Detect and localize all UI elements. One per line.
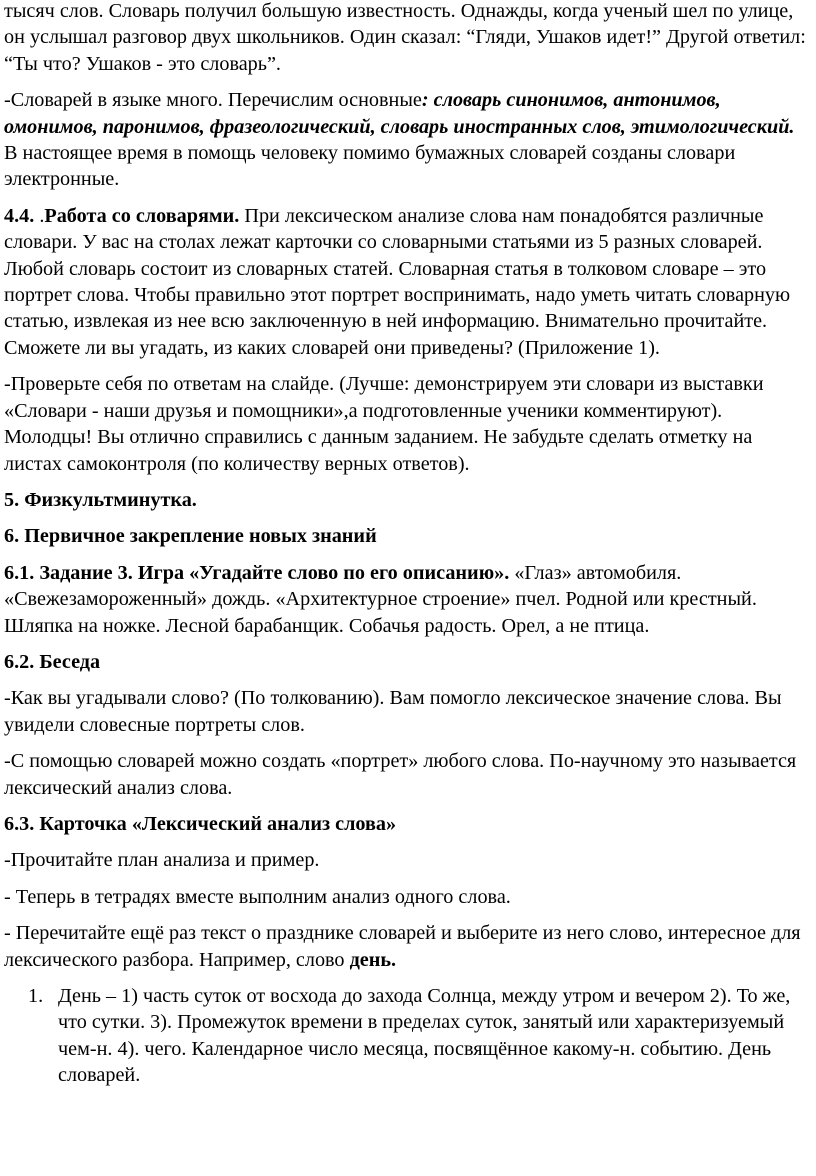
- section-6-1-text: «Глаз» автомобиля. «Свежезамороженный» дождь. «Архитектурное строение» пчел. Родной или крестный. Шляпка на ножке. Лесной барабанщик. Собачья радость. Орел, а не птица.: [4, 561, 757, 637]
- choose-word-text: - Перечитайте ещё раз текст о празднике словарей и выберите из него слово, интересное для лексического разбора. Например, слово: [4, 922, 801, 971]
- paragraph-word-portrait: -С помощью словарей можно создать «портрет» любого слова. По-научному это называется лексический анализ слова.: [4, 750, 797, 799]
- paragraph-choose-word: [4, 920, 810, 973]
- dictionary-types-colon: :: [421, 89, 434, 112]
- numbered-list: [4, 983, 810, 1089]
- paragraph-ushakov-story: тысяч слов. Словарь получил большую известность. Однажды, когда ученый шел по улице, он услышал разговор двух школьников. Один сказал: “Гляди, Ушаков идет!” Другой ответил: “Ты что? Ушаков - это словарь”.: [4, 0, 806, 75]
- paragraph-self-check: -Проверьте себя по ответам на слайде. (Лучше: демонстрируем эти словари из выставки «Словари - наши друзья и помощники»,а подготовленные ученики комментируют). Молодцы! Вы отлично справились с данным заданием. Не забудьте сделать отметку на листах самоконтроля (по количеству верных ответов).: [4, 373, 764, 475]
- heading-section-6: 6. Первичное закрепление новых знаний: [4, 525, 377, 548]
- section-4-4-text: При лексическом анализе слова нам понадобятся различные словари. У вас на столах лежат карточки со словарными статьями из 5 разных словарей. Любой словарь состоит из словарных статей. Словарная статья в толковом словаре – это портрет слова. Чтобы правильно этот портрет воспринимать, надо уметь читать словарную статью, извлекая из нее всю заключенную в ней информацию. Внимательно прочитайте. Сможете ли вы угадать, из каких словарей они приведены? (Приложение 1).: [4, 204, 791, 359]
- section-6-1-title: 6.1. Задание 3. Игра «Угадайте слово по его описанию».: [4, 561, 510, 584]
- heading-section-6-2: 6.2. Беседа: [4, 650, 101, 673]
- paragraph-notebook-analysis: - Теперь в тетрадях вместе выполним анализ одного слова.: [4, 885, 511, 908]
- paragraph-dictionary-types: [4, 87, 810, 193]
- list-item: [4, 983, 810, 1089]
- section-4-4-number: 4.4.: [4, 204, 40, 227]
- paragraph-guess-word-game: [4, 560, 810, 639]
- section-4-4-dot: .: [39, 204, 45, 227]
- dictionary-types-list: словарь синонимов, антонимов, омонимов, паронимов, фразеологический, словарь иностранных слов, этимологический.: [4, 89, 795, 138]
- dictionary-types-rest: В настоящее время в помощь человеку помимо бумажных словарей созданы словари электронные.: [4, 142, 736, 191]
- paragraph-work-with-dictionaries: [4, 203, 810, 361]
- document-page: [4, 0, 810, 1089]
- heading-section-5: 5. Физкультминутка.: [4, 488, 197, 511]
- paragraph-conversation-question: -Как вы угадывали слово? (По толкованию). Вам помогло лексическое значение слова. Вы увидели словесные портреты слов.: [4, 687, 782, 736]
- list-item-text: День – 1) часть суток от восхода до захода Солнца, между утром и вечером 2). То же, что сутки. 3). Промежуток времени в пределах суток, занятый или характеризуемый чем-н. 4). чего. Календарное число месяца, посвящённое какому-н. событию. День словарей.: [58, 985, 791, 1087]
- section-4-4-title: Работа со словарями.: [44, 204, 240, 227]
- dictionary-types-lead: -Словарей в языке много. Перечислим основные: [4, 89, 422, 112]
- paragraph-read-plan: -Прочитайте план анализа и пример.: [4, 849, 320, 872]
- heading-section-6-3: 6.3. Карточка «Лексический анализ слова»: [4, 812, 397, 835]
- list-item-number: 1.: [28, 985, 44, 1007]
- choose-word-example: день.: [349, 948, 397, 971]
